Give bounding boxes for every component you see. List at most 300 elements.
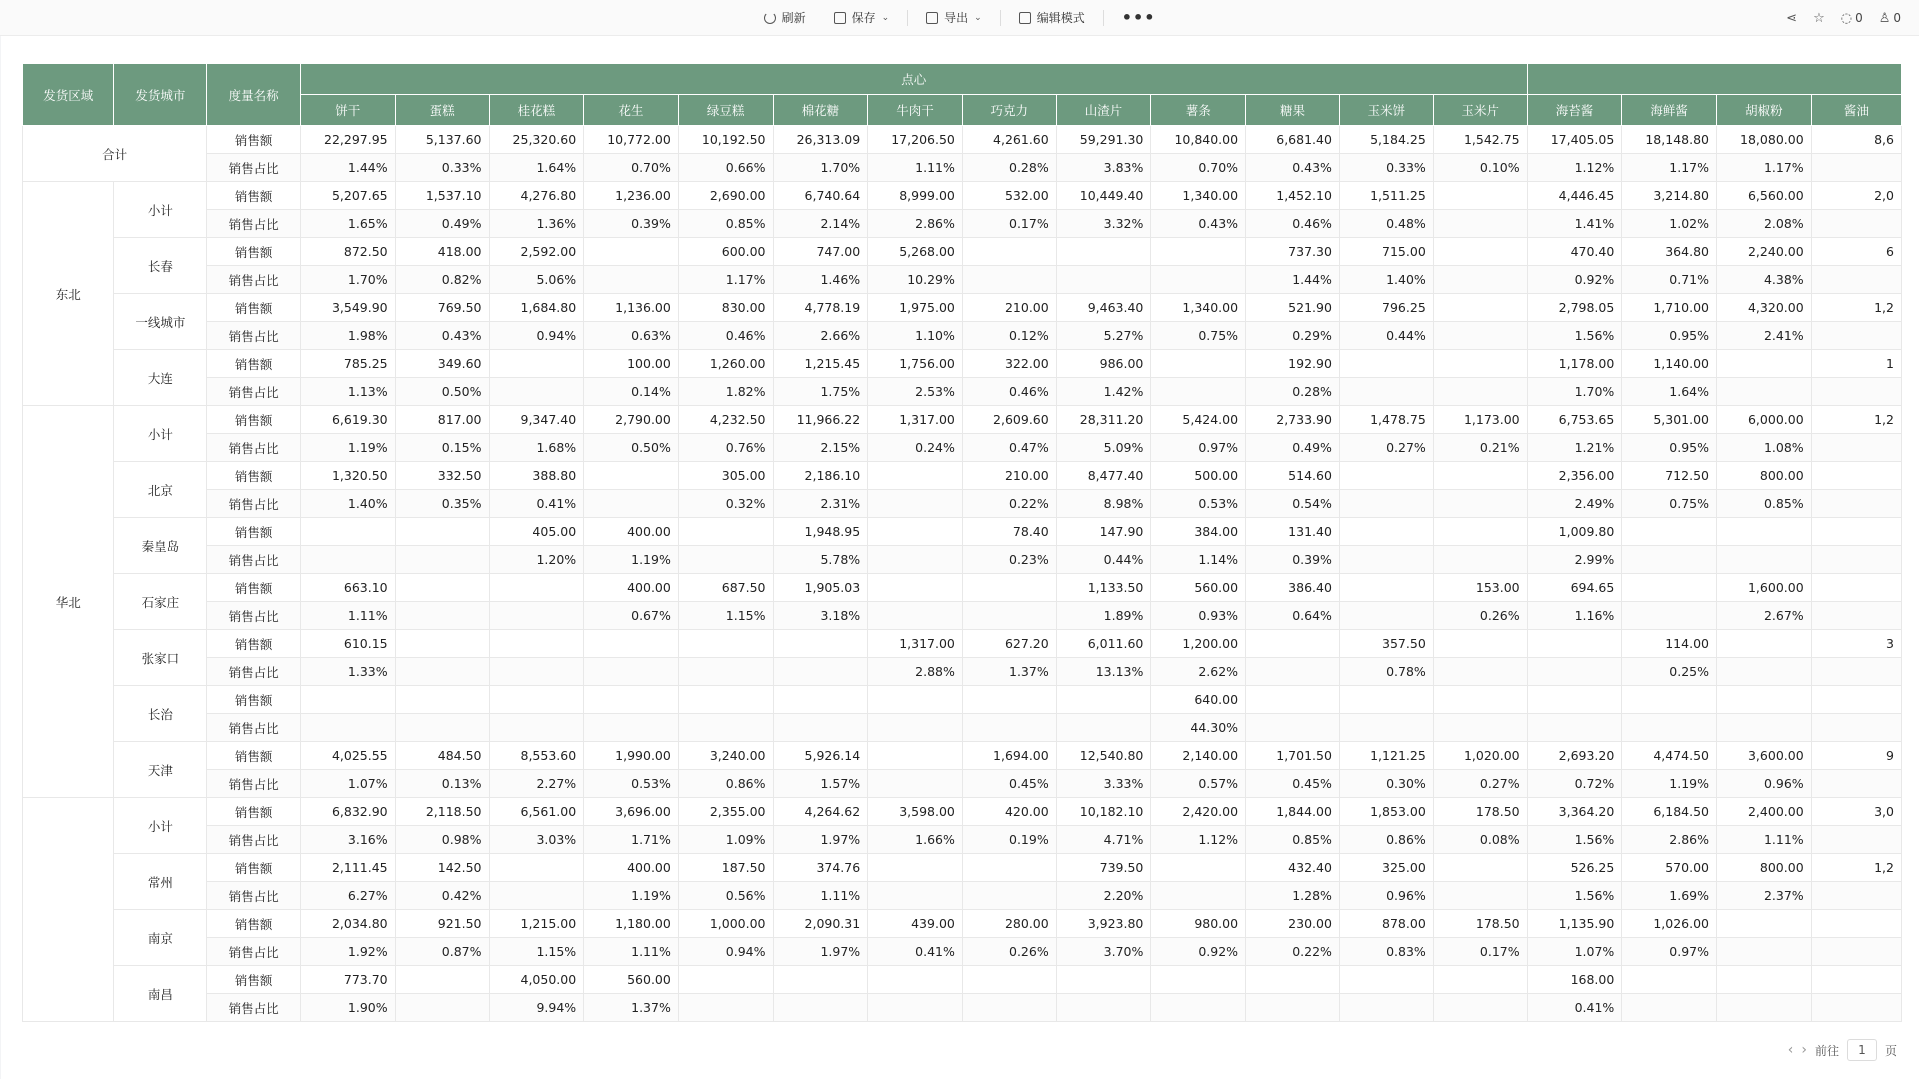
- table-cell: 0.95%: [1622, 322, 1717, 350]
- table-cell: [489, 854, 584, 882]
- table-cell: 0.39%: [584, 210, 679, 238]
- table-row: [23, 294, 1902, 322]
- table-cell: [1527, 686, 1622, 714]
- table-cell: 1,215.00: [489, 910, 584, 938]
- table-cell: 9,347.40: [489, 406, 584, 434]
- table-cell: [962, 966, 1056, 994]
- table-cell: 8,999.00: [868, 182, 963, 210]
- table-cell: 25,320.60: [489, 126, 584, 154]
- table-cell: 8,6: [1811, 126, 1901, 154]
- table-cell: 2.67%: [1716, 602, 1811, 630]
- table-cell: 747.00: [773, 238, 868, 266]
- table-cell: 1.42%: [1056, 378, 1151, 406]
- table-cell: 1.19%: [1622, 770, 1717, 798]
- table-cell: 0.45%: [1246, 770, 1340, 798]
- table-cell: [489, 350, 584, 378]
- table-cell: 3,240.00: [678, 742, 773, 770]
- table-cell: 1,140.00: [1622, 350, 1717, 378]
- edit-icon: [1019, 12, 1031, 24]
- table-row: [23, 742, 1902, 770]
- table-cell: 769.50: [395, 294, 489, 322]
- table-cell: 1.36%: [489, 210, 584, 238]
- table-cell: [1811, 938, 1901, 966]
- table-cell: 332.50: [395, 462, 489, 490]
- table-cell: 2.53%: [868, 378, 963, 406]
- next-page-icon[interactable]: ›: [1801, 1042, 1807, 1058]
- table-cell: 0.46%: [678, 322, 773, 350]
- table-cell: [1622, 994, 1717, 1022]
- table-cell: [1433, 378, 1527, 406]
- table-cell: 10.29%: [868, 266, 963, 294]
- table-cell: 1.98%: [300, 322, 395, 350]
- table-cell: 1,020.00: [1433, 742, 1527, 770]
- table-cell: 2.86%: [868, 210, 963, 238]
- prev-page-icon[interactable]: ‹: [1787, 1042, 1794, 1058]
- measure-cell: 销售额: [207, 798, 301, 826]
- table-cell: 0.10%: [1433, 154, 1527, 182]
- row-header-1[interactable]: 发货城市: [114, 64, 207, 126]
- region-cell: [23, 798, 114, 1022]
- column-header[interactable]: 玉米饼: [1339, 95, 1433, 126]
- pivot-table-container[interactable]: [22, 63, 1902, 1055]
- table-cell: 0.19%: [962, 826, 1056, 854]
- table-cell: 0.71%: [1622, 266, 1717, 294]
- table-cell: 1,452.10: [1246, 182, 1340, 210]
- table-cell: 6,681.40: [1246, 126, 1340, 154]
- table-cell: 2,118.50: [395, 798, 489, 826]
- table-cell: 9: [1811, 742, 1901, 770]
- table-cell: 4.38%: [1716, 266, 1811, 294]
- city-cell: 小计: [114, 406, 207, 462]
- table-cell: [1527, 658, 1622, 686]
- table-cell: 1.40%: [300, 490, 395, 518]
- table-cell: 1.89%: [1056, 602, 1151, 630]
- table-cell: [300, 714, 395, 742]
- table-cell: [1811, 490, 1901, 518]
- table-cell: [868, 490, 963, 518]
- measure-cell: 销售占比: [207, 434, 301, 462]
- table-cell: [868, 966, 963, 994]
- table-cell: [962, 686, 1056, 714]
- table-row: [23, 266, 1902, 294]
- table-cell: 1.09%: [678, 826, 773, 854]
- toolbar-actions: [750, 4, 1170, 32]
- refresh-button[interactable]: [750, 4, 820, 32]
- table-row: [23, 630, 1902, 658]
- table-cell: [1246, 994, 1340, 1022]
- row-header-0[interactable]: 发货区域: [23, 64, 114, 126]
- table-cell: [868, 882, 963, 910]
- table-cell: 1,136.00: [584, 294, 679, 322]
- table-cell: 1,990.00: [584, 742, 679, 770]
- table-cell: [678, 714, 773, 742]
- table-row: [23, 910, 1902, 938]
- table-cell: 4,778.19: [773, 294, 868, 322]
- table-cell: 0.35%: [395, 490, 489, 518]
- table-cell: 1,009.80: [1527, 518, 1622, 546]
- table-cell: [1056, 714, 1151, 742]
- table-cell: 1,542.75: [1433, 126, 1527, 154]
- city-cell: 大连: [114, 350, 207, 406]
- table-cell: 4,025.55: [300, 742, 395, 770]
- table-cell: [1433, 350, 1527, 378]
- table-cell: 357.50: [1339, 630, 1433, 658]
- table-cell: [1151, 854, 1246, 882]
- table-cell: 1,537.10: [395, 182, 489, 210]
- table-cell: 1,026.00: [1622, 910, 1717, 938]
- column-header[interactable]: 桂花糕: [489, 95, 584, 126]
- table-cell: 3.32%: [1056, 210, 1151, 238]
- table-cell: 3,696.00: [584, 798, 679, 826]
- table-cell: [1339, 994, 1433, 1022]
- table-cell: 2.88%: [868, 658, 963, 686]
- table-cell: 0.28%: [962, 154, 1056, 182]
- table-cell: 0.21%: [1433, 434, 1527, 462]
- column-header[interactable]: 海苔酱: [1527, 95, 1622, 126]
- table-cell: 2,798.05: [1527, 294, 1622, 322]
- table-cell: 1,215.45: [773, 350, 868, 378]
- table-cell: 0.27%: [1339, 434, 1433, 462]
- table-cell: [1716, 546, 1811, 574]
- table-cell: 3.18%: [773, 602, 868, 630]
- measure-cell: 销售占比: [207, 378, 301, 406]
- page-number-input[interactable]: 1: [1847, 1039, 1877, 1061]
- table-cell: [868, 714, 963, 742]
- column-header[interactable]: 饼干: [300, 95, 395, 126]
- table-cell: 0.83%: [1339, 938, 1433, 966]
- table-cell: 1.07%: [300, 770, 395, 798]
- column-header[interactable]: 胡椒粉: [1716, 95, 1811, 126]
- table-cell: 1.69%: [1622, 882, 1717, 910]
- table-cell: 0.87%: [395, 938, 489, 966]
- table-cell: [1622, 686, 1717, 714]
- column-group-header-next[interactable]: [1527, 64, 1901, 95]
- table-cell: 0.27%: [1433, 770, 1527, 798]
- table-cell: 12,540.80: [1056, 742, 1151, 770]
- table-cell: 1,200.00: [1151, 630, 1246, 658]
- table-cell: 1,2: [1811, 406, 1901, 434]
- column-header[interactable]: 牛肉干: [868, 95, 963, 126]
- table-row: [23, 826, 1902, 854]
- city-cell: 小计: [114, 182, 207, 238]
- table-cell: 687.50: [678, 574, 773, 602]
- measure-cell: 销售额: [207, 854, 301, 882]
- table-cell: 0.24%: [868, 434, 963, 462]
- table-cell: [773, 714, 868, 742]
- table-cell: 872.50: [300, 238, 395, 266]
- table-cell: 11,966.22: [773, 406, 868, 434]
- table-cell: [1246, 658, 1340, 686]
- export-button[interactable]: [912, 4, 996, 32]
- table-row: [23, 966, 1902, 994]
- table-cell: [773, 630, 868, 658]
- table-cell: [868, 770, 963, 798]
- measure-cell: 销售占比: [207, 322, 301, 350]
- column-header[interactable]: 棉花糖: [773, 95, 868, 126]
- table-cell: [1339, 518, 1433, 546]
- table-cell: 10,772.00: [584, 126, 679, 154]
- table-cell: 0.70%: [584, 154, 679, 182]
- table-cell: 0.75%: [1151, 322, 1246, 350]
- table-cell: 1.12%: [1527, 154, 1622, 182]
- table-cell: 0.41%: [1527, 994, 1622, 1022]
- table-row: [23, 434, 1902, 462]
- table-cell: [1433, 490, 1527, 518]
- table-cell: [395, 686, 489, 714]
- more-button[interactable]: •••: [1121, 8, 1156, 27]
- table-cell: 0.86%: [678, 770, 773, 798]
- column-header[interactable]: 绿豆糕: [678, 95, 773, 126]
- table-cell: [1433, 882, 1527, 910]
- table-cell: [489, 882, 584, 910]
- comment-button[interactable]: [1841, 11, 1863, 26]
- table-cell: 0.13%: [395, 770, 489, 798]
- table-cell: 3,923.80: [1056, 910, 1151, 938]
- table-cell: 18,080.00: [1716, 126, 1811, 154]
- table-cell: 0.97%: [1622, 938, 1717, 966]
- table-cell: [962, 602, 1056, 630]
- table-cell: 210.00: [962, 462, 1056, 490]
- table-cell: 305.00: [678, 462, 773, 490]
- table-cell: 374.76: [773, 854, 868, 882]
- table-cell: 388.80: [489, 462, 584, 490]
- table-cell: 3,549.90: [300, 294, 395, 322]
- table-cell: 0.43%: [395, 322, 489, 350]
- table-cell: 0.44%: [1056, 546, 1151, 574]
- refresh-label: 刷新: [781, 11, 806, 25]
- table-cell: 5,301.00: [1622, 406, 1717, 434]
- table-cell: 0.50%: [584, 434, 679, 462]
- table-cell: [1622, 546, 1717, 574]
- table-cell: 1.19%: [584, 882, 679, 910]
- measure-cell: 销售占比: [207, 882, 301, 910]
- table-cell: [1151, 378, 1246, 406]
- table-cell: [584, 462, 679, 490]
- table-cell: 1,317.00: [868, 630, 963, 658]
- column-header[interactable]: 山渣片: [1056, 95, 1151, 126]
- table-cell: 1,2: [1811, 854, 1901, 882]
- table-cell: 131.40: [1246, 518, 1340, 546]
- table-cell: [1056, 994, 1151, 1022]
- table-cell: 0.76%: [678, 434, 773, 462]
- column-header[interactable]: 酱油: [1811, 95, 1901, 126]
- region-cell: 东北: [23, 182, 114, 406]
- table-cell: 0.78%: [1339, 658, 1433, 686]
- table-cell: 1.19%: [584, 546, 679, 574]
- table-cell: 3: [1811, 630, 1901, 658]
- table-cell: 1,317.00: [868, 406, 963, 434]
- table-cell: 2.41%: [1716, 322, 1811, 350]
- measure-cell: 销售占比: [207, 714, 301, 742]
- table-cell: 2,693.20: [1527, 742, 1622, 770]
- table-cell: 0.53%: [1151, 490, 1246, 518]
- table-cell: 1,2: [1811, 294, 1901, 322]
- measure-cell: 销售额: [207, 742, 301, 770]
- table-cell: [1811, 378, 1901, 406]
- column-header[interactable]: 蛋糕: [395, 95, 489, 126]
- table-cell: 4,261.60: [962, 126, 1056, 154]
- table-cell: 400.00: [584, 518, 679, 546]
- table-row: [23, 882, 1902, 910]
- like-button[interactable]: [1879, 11, 1901, 26]
- table-cell: 114.00: [1622, 630, 1717, 658]
- table-cell: 1.37%: [584, 994, 679, 1022]
- table-cell: [1151, 966, 1246, 994]
- table-cell: [1622, 518, 1717, 546]
- column-header[interactable]: 糖果: [1246, 95, 1340, 126]
- table-cell: 0.48%: [1339, 210, 1433, 238]
- measure-cell: 销售占比: [207, 938, 301, 966]
- table-cell: 1.14%: [1151, 546, 1246, 574]
- city-cell: 天津: [114, 742, 207, 798]
- table-cell: 1.37%: [962, 658, 1056, 686]
- column-header[interactable]: 薯条: [1151, 95, 1246, 126]
- table-cell: 3,600.00: [1716, 742, 1811, 770]
- table-cell: 6,740.64: [773, 182, 868, 210]
- table-cell: [868, 462, 963, 490]
- table-cell: [1811, 826, 1901, 854]
- table-cell: 785.25: [300, 350, 395, 378]
- table-cell: 1,853.00: [1339, 798, 1433, 826]
- table-cell: 3.70%: [1056, 938, 1151, 966]
- table-cell: 2,733.90: [1246, 406, 1340, 434]
- table-cell: 1.70%: [773, 154, 868, 182]
- table-row: [23, 546, 1902, 574]
- table-cell: 2.49%: [1527, 490, 1622, 518]
- measure-cell: 销售占比: [207, 210, 301, 238]
- table-cell: 0.42%: [395, 882, 489, 910]
- table-cell: 6,832.90: [300, 798, 395, 826]
- table-cell: [1716, 938, 1811, 966]
- table-cell: 640.00: [1151, 686, 1246, 714]
- table-row: [23, 322, 1902, 350]
- save-button[interactable]: [820, 4, 904, 32]
- table-cell: 3.16%: [300, 826, 395, 854]
- column-header[interactable]: 巧克力: [962, 95, 1056, 126]
- table-cell: 1.13%: [300, 378, 395, 406]
- table-cell: [1716, 686, 1811, 714]
- table-cell: 5,424.00: [1151, 406, 1246, 434]
- table-cell: 10,840.00: [1151, 126, 1246, 154]
- table-cell: [678, 630, 773, 658]
- table-cell: 8,553.60: [489, 742, 584, 770]
- table-cell: 3.83%: [1056, 154, 1151, 182]
- table-cell: 439.00: [868, 910, 963, 938]
- star-icon[interactable]: ☆: [1813, 10, 1825, 26]
- table-cell: 400.00: [584, 574, 679, 602]
- table-cell: 1.17%: [1622, 154, 1717, 182]
- table-cell: 2.66%: [773, 322, 868, 350]
- table-cell: [1716, 658, 1811, 686]
- table-cell: 712.50: [1622, 462, 1717, 490]
- measure-cell: 销售额: [207, 462, 301, 490]
- table-cell: [489, 658, 584, 686]
- table-cell: 1.16%: [1527, 602, 1622, 630]
- city-cell: 长春: [114, 238, 207, 294]
- table-cell: 1,178.00: [1527, 350, 1622, 378]
- comment-count: 0: [1855, 11, 1863, 25]
- table-cell: 10,192.50: [678, 126, 773, 154]
- table-cell: 532.00: [962, 182, 1056, 210]
- table-cell: 2,111.45: [300, 854, 395, 882]
- table-cell: [962, 238, 1056, 266]
- table-cell: 1.17%: [678, 266, 773, 294]
- table-cell: 364.80: [1622, 238, 1717, 266]
- comment-icon: ◌: [1840, 10, 1853, 26]
- column-group-header[interactable]: 点心: [300, 64, 1527, 95]
- table-cell: 44.30%: [1151, 714, 1246, 742]
- table-cell: [962, 994, 1056, 1022]
- table-cell: 5,268.00: [868, 238, 963, 266]
- table-cell: [395, 630, 489, 658]
- table-row: [23, 798, 1902, 826]
- table-cell: 28,311.20: [1056, 406, 1151, 434]
- table-cell: 0.26%: [1433, 602, 1527, 630]
- table-cell: 0.43%: [1151, 210, 1246, 238]
- table-cell: 470.40: [1527, 238, 1622, 266]
- row-header-2[interactable]: 度量名称: [207, 64, 301, 126]
- table-cell: [1716, 966, 1811, 994]
- table-cell: 1: [1811, 350, 1901, 378]
- table-cell: 4,276.80: [489, 182, 584, 210]
- table-cell: 0.17%: [962, 210, 1056, 238]
- table-cell: 1,975.00: [868, 294, 963, 322]
- column-header[interactable]: 花生: [584, 95, 679, 126]
- table-cell: 1.92%: [300, 938, 395, 966]
- table-cell: 5,184.25: [1339, 126, 1433, 154]
- table-cell: 4,232.50: [678, 406, 773, 434]
- table-cell: 0.41%: [489, 490, 584, 518]
- table-cell: 3.33%: [1056, 770, 1151, 798]
- city-cell: 长治: [114, 686, 207, 742]
- table-row: [23, 462, 1902, 490]
- column-header[interactable]: 海鲜酱: [1622, 95, 1717, 126]
- table-cell: 0.12%: [962, 322, 1056, 350]
- column-header[interactable]: 玉米片: [1433, 95, 1527, 126]
- table-row: [23, 490, 1902, 518]
- table-cell: 1.97%: [773, 826, 868, 854]
- export-label: 导出: [944, 11, 969, 25]
- table-row: [23, 210, 1902, 238]
- edit-mode-button[interactable]: [1005, 4, 1099, 32]
- table-cell: 0.97%: [1151, 434, 1246, 462]
- region-cell: 华北: [23, 406, 114, 798]
- table-cell: 1.12%: [1151, 826, 1246, 854]
- table-cell: 521.90: [1246, 294, 1340, 322]
- table-cell: [1056, 238, 1151, 266]
- table-cell: [395, 994, 489, 1022]
- table-cell: [678, 686, 773, 714]
- table-cell: [1811, 658, 1901, 686]
- export-icon: [926, 12, 938, 24]
- table-cell: 4,320.00: [1716, 294, 1811, 322]
- table-cell: 2,090.31: [773, 910, 868, 938]
- table-cell: [1246, 630, 1340, 658]
- table-cell: [1433, 182, 1527, 210]
- table-cell: [1339, 350, 1433, 378]
- table-cell: [1056, 266, 1151, 294]
- table-cell: 0.30%: [1339, 770, 1433, 798]
- share-icon[interactable]: ⋖: [1786, 10, 1798, 26]
- table-cell: 0.44%: [1339, 322, 1433, 350]
- table-cell: 100.00: [584, 350, 679, 378]
- measure-cell: 销售额: [207, 126, 301, 154]
- table-cell: [962, 714, 1056, 742]
- table-cell: [1622, 574, 1717, 602]
- table-row: [23, 686, 1902, 714]
- table-cell: [1811, 882, 1901, 910]
- table-cell: 6: [1811, 238, 1901, 266]
